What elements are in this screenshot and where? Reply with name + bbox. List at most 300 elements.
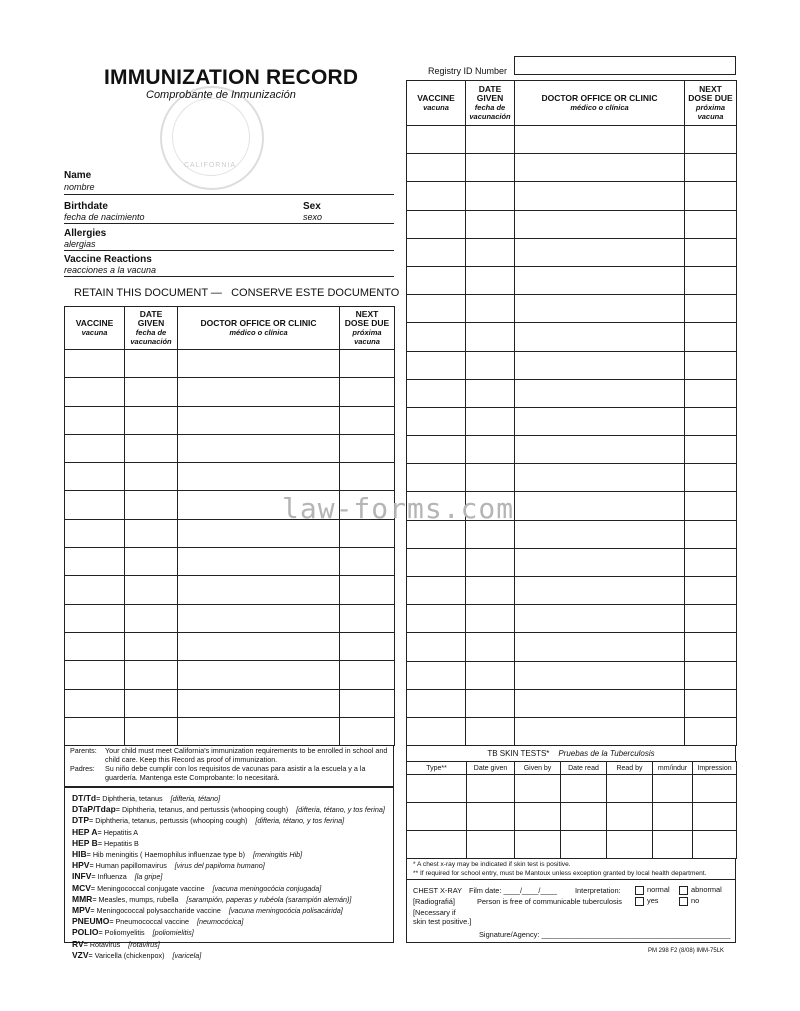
entry-cell[interactable] <box>607 803 653 831</box>
entry-cell[interactable] <box>407 407 466 435</box>
entry-cell[interactable] <box>407 464 466 492</box>
tb-notes <box>406 858 736 880</box>
entry-cell[interactable] <box>340 378 395 406</box>
entry-cell[interactable] <box>466 661 515 689</box>
legend-item <box>72 883 393 894</box>
yes-option[interactable]: yes <box>631 896 659 906</box>
table-row <box>407 661 737 689</box>
entry-cell[interactable] <box>65 689 125 717</box>
entry-cell[interactable] <box>65 378 125 406</box>
entry-cell[interactable] <box>125 689 178 717</box>
entry-cell[interactable] <box>340 689 395 717</box>
entry-cell[interactable] <box>125 463 178 491</box>
entry-cell[interactable] <box>340 576 395 604</box>
table-row <box>407 126 737 154</box>
signature-agency-field[interactable]: Signature/Agency: ______________________________________________ <box>479 930 731 939</box>
table-row <box>407 775 737 803</box>
entry-cell[interactable] <box>407 154 466 182</box>
legend-item <box>72 916 393 927</box>
table-row <box>407 210 737 238</box>
entry-cell[interactable] <box>65 519 125 547</box>
entry-cell[interactable] <box>515 238 685 266</box>
entry-cell[interactable] <box>466 577 515 605</box>
legend-desc: = Hib meningitis ( Haemophilus influenzae type b) <box>86 850 246 860</box>
table-row <box>65 463 395 491</box>
entry-cell[interactable] <box>561 831 607 859</box>
entry-cell[interactable] <box>407 436 466 464</box>
page-subtitle: Comprobante de Inmunización <box>146 89 296 101</box>
table-row <box>65 406 395 434</box>
state-seal <box>160 86 264 190</box>
entry-cell[interactable] <box>653 775 693 803</box>
entry-cell[interactable] <box>466 238 515 266</box>
allergies-label: Allergies <box>64 228 107 239</box>
table-row <box>407 464 737 492</box>
entry-cell[interactable] <box>65 463 125 491</box>
entry-cell[interactable] <box>515 520 685 548</box>
entry-cell[interactable] <box>515 633 685 661</box>
entry-cell[interactable] <box>65 548 125 576</box>
table-row <box>65 717 395 745</box>
xray-necessary: [Necessary if <box>413 908 456 917</box>
legend-item <box>72 804 393 815</box>
entry-cell[interactable] <box>407 548 466 576</box>
legend-desc: = Influenza <box>91 872 127 882</box>
entry-cell[interactable] <box>178 689 340 717</box>
table-row <box>65 661 395 689</box>
legend-abbr: HEP B <box>72 837 98 848</box>
entry-cell[interactable] <box>125 491 178 519</box>
legend-item <box>72 950 393 961</box>
entry-cell[interactable] <box>561 775 607 803</box>
legend-abbr: DTaP/Tdap <box>72 804 116 815</box>
col-doctor: DOCTOR OFFICE OR CLINIC médico o clínica <box>178 307 340 350</box>
entry-cell[interactable] <box>685 605 737 633</box>
legend-desc: = Poliomyelitis <box>98 928 145 938</box>
entry-cell[interactable] <box>178 378 340 406</box>
tb-free-label: Person is free of communicable tuberculosis <box>477 897 623 906</box>
entry-cell[interactable] <box>685 577 737 605</box>
entry-cell[interactable] <box>178 632 340 660</box>
entry-cell[interactable] <box>178 661 340 689</box>
table-row <box>65 576 395 604</box>
entry-cell[interactable] <box>125 661 178 689</box>
table-row <box>407 548 737 576</box>
legend-item <box>72 905 393 916</box>
entry-cell[interactable] <box>466 548 515 576</box>
legend-item <box>72 927 393 938</box>
table-row <box>65 378 395 406</box>
entry-cell[interactable] <box>685 154 737 182</box>
legend-abbr: DTP <box>72 815 89 826</box>
legend-desc: = Hepatitis A <box>97 827 139 837</box>
legend-desc-es: [difteria, tétano, y tos ferina] <box>255 816 345 826</box>
entry-cell[interactable] <box>407 126 466 154</box>
entry-cell[interactable] <box>466 323 515 351</box>
legend-abbr: MPV <box>72 905 91 916</box>
entry-cell[interactable] <box>515 717 685 745</box>
legend-desc-es: [poliomielitis] <box>152 928 194 938</box>
normal-option[interactable]: normal <box>631 885 670 895</box>
legend-abbr: POLIO <box>72 927 99 938</box>
tb-col-4: Read by <box>607 762 653 775</box>
entry-cell[interactable] <box>340 604 395 632</box>
entry-cell[interactable] <box>407 661 466 689</box>
legend-desc-es: [neumocócica] <box>197 917 244 927</box>
entry-cell[interactable] <box>407 295 466 323</box>
legend-desc: = Meningococcal conjugate vaccine <box>90 883 205 893</box>
entry-cell[interactable] <box>515 605 685 633</box>
legend-abbr: MMR <box>72 893 93 904</box>
tb-title: TB SKIN TESTS* <box>487 749 550 758</box>
table-row <box>407 605 737 633</box>
legend-abbr: INFV <box>72 871 92 882</box>
name-field[interactable] <box>64 194 394 195</box>
tb-col-3: Date read <box>561 762 607 775</box>
entry-cell[interactable] <box>407 605 466 633</box>
retain-notice: RETAIN THIS DOCUMENT — CONSERVE ESTE DOCUMENTO <box>74 287 400 299</box>
entry-cell[interactable] <box>125 350 178 378</box>
entry-cell[interactable] <box>340 661 395 689</box>
entry-cell[interactable] <box>125 434 178 462</box>
entry-cell[interactable] <box>467 831 515 859</box>
table-row <box>407 182 737 210</box>
watermark: law-forms.com <box>282 492 515 525</box>
legend-item <box>72 793 393 804</box>
entry-cell[interactable] <box>466 436 515 464</box>
entry-cell[interactable] <box>125 576 178 604</box>
entry-cell[interactable] <box>178 576 340 604</box>
entry-cell[interactable] <box>693 775 737 803</box>
entry-cell[interactable] <box>340 548 395 576</box>
form-code: PM 298 F2 (8/08) IMM-75LK <box>648 948 725 954</box>
entry-cell[interactable] <box>125 717 178 745</box>
entry-cell[interactable] <box>178 350 340 378</box>
legend-abbr: VZV <box>72 949 89 960</box>
entry-cell[interactable] <box>65 717 125 745</box>
sex-label: Sex <box>303 201 321 212</box>
entry-cell[interactable] <box>515 492 685 520</box>
table-row <box>65 548 395 576</box>
entry-cell[interactable] <box>515 548 685 576</box>
entry-cell[interactable] <box>467 803 515 831</box>
vaccine-table-left <box>64 306 395 746</box>
entry-cell[interactable] <box>515 577 685 605</box>
entry-cell[interactable] <box>407 210 466 238</box>
entry-cell[interactable] <box>65 632 125 660</box>
legend-desc: = Diphtheria, tetanus, pertussis (whooping cough) <box>89 816 248 826</box>
tb-col-1: Date given <box>467 762 515 775</box>
legend-desc-es: [vacuna meningocócia conjugada] <box>212 883 322 893</box>
allergies-sub: alergias <box>64 239 96 249</box>
entry-cell[interactable] <box>340 434 395 462</box>
entry-cell[interactable] <box>685 492 737 520</box>
legend-desc: = Pneumococcal vaccine <box>109 917 190 927</box>
interpretation-label: Interpretation: <box>575 886 621 895</box>
table-row <box>407 689 737 717</box>
birthdate-sub: fecha de nacimiento <box>64 212 145 222</box>
entry-cell[interactable] <box>125 632 178 660</box>
legend-abbr: HIB <box>72 849 87 860</box>
entry-cell[interactable] <box>607 775 653 803</box>
entry-cell[interactable] <box>178 434 340 462</box>
legend-desc-es: [virus del papiloma humano] <box>174 861 265 871</box>
tb-title-row <box>406 746 736 761</box>
film-date-field[interactable]: Film date: ____/____/____ <box>469 886 557 895</box>
entry-cell[interactable] <box>407 577 466 605</box>
xray-label-es: [Radiografiá] <box>413 897 455 906</box>
entry-cell[interactable] <box>466 266 515 294</box>
entry-cell[interactable] <box>125 378 178 406</box>
legend-item <box>72 827 393 838</box>
entry-cell[interactable] <box>466 407 515 435</box>
col-vaccine: VACCINE vacuna <box>407 81 466 126</box>
no-checkbox[interactable] <box>679 897 688 906</box>
entry-cell[interactable] <box>466 689 515 717</box>
entry-cell[interactable] <box>685 266 737 294</box>
entry-cell[interactable] <box>685 323 737 351</box>
entry-cell[interactable] <box>466 126 515 154</box>
entry-cell[interactable] <box>515 126 685 154</box>
legend-desc-es: [varicela] <box>172 950 202 960</box>
entry-cell[interactable] <box>685 633 737 661</box>
table-row <box>407 323 737 351</box>
entry-cell[interactable] <box>407 238 466 266</box>
xray-necessary-2: skin test positive.] <box>413 917 472 926</box>
legend-abbr: MCV <box>72 882 91 893</box>
entry-cell[interactable] <box>685 661 737 689</box>
entry-cell[interactable] <box>515 379 685 407</box>
entry-cell[interactable] <box>407 775 467 803</box>
allergies-field[interactable] <box>64 250 394 251</box>
abnormal-checkbox[interactable] <box>679 886 688 895</box>
sex-sub: sexo <box>303 212 323 222</box>
tb-note-1: * A chest x-ray may be indicated if skin test is positive. <box>413 861 571 868</box>
legend-desc-es: [difteria, tétano] <box>170 794 221 803</box>
legend-desc: = Diphtheria, tetanus, and pertussis (whooping cough) <box>115 805 289 815</box>
entry-cell[interactable] <box>65 406 125 434</box>
entry-cell[interactable] <box>685 520 737 548</box>
entry-cell[interactable] <box>515 154 685 182</box>
no-option[interactable]: no <box>675 896 699 906</box>
entry-cell[interactable] <box>467 775 515 803</box>
entry-cell[interactable] <box>515 182 685 210</box>
xray-label: CHEST X-RAY <box>413 886 463 895</box>
entry-cell[interactable] <box>685 351 737 379</box>
entry-cell[interactable] <box>466 182 515 210</box>
registry-id-field[interactable] <box>514 56 736 75</box>
entry-cell[interactable] <box>685 689 737 717</box>
legend-item <box>72 871 393 882</box>
legend-desc-es: [meningitis Hib] <box>253 850 303 860</box>
legend-item <box>72 894 393 905</box>
birthdate-field[interactable] <box>64 223 394 224</box>
entry-cell[interactable] <box>466 605 515 633</box>
entry-cell[interactable] <box>515 210 685 238</box>
entry-cell[interactable] <box>515 831 561 859</box>
entry-cell[interactable] <box>685 548 737 576</box>
table-row <box>65 350 395 378</box>
entry-cell[interactable] <box>466 154 515 182</box>
legend-abbr: HPV <box>72 860 90 871</box>
entry-cell[interactable] <box>685 436 737 464</box>
col-date-given: DATE GIVEN fecha de vacunación <box>466 81 515 126</box>
legend-desc: = Human papillomavirus <box>89 861 167 871</box>
entry-cell[interactable] <box>515 295 685 323</box>
entry-cell[interactable] <box>685 126 737 154</box>
col-next-dose: NEXT DOSE DUE próxima vacuna <box>340 307 395 350</box>
table-row <box>407 154 737 182</box>
col-next-dose: NEXT DOSE DUE próxima vacuna <box>685 81 737 126</box>
entry-cell[interactable] <box>178 548 340 576</box>
name-label: Name <box>64 170 92 181</box>
entry-cell[interactable] <box>466 351 515 379</box>
legend-item <box>72 838 393 849</box>
entry-cell[interactable] <box>407 689 466 717</box>
entry-cell[interactable] <box>125 604 178 632</box>
entry-cell[interactable] <box>340 717 395 745</box>
legend-abbr: HEP A <box>72 826 98 837</box>
entry-cell[interactable] <box>407 323 466 351</box>
legend-item <box>72 849 393 860</box>
legend-desc-es: [la gripe] <box>134 872 163 882</box>
entry-cell[interactable] <box>178 717 340 745</box>
entry-cell[interactable] <box>125 548 178 576</box>
entry-cell[interactable] <box>515 689 685 717</box>
legend-desc: = Measles, mumps, rubella <box>92 894 179 904</box>
entry-cell[interactable] <box>340 406 395 434</box>
legend-desc-es: [rotavirus] <box>128 939 160 949</box>
tb-note-2: ** If required for school entry, must be Mantoux unless exception granted by local health department. <box>413 870 707 877</box>
entry-cell[interactable] <box>466 464 515 492</box>
entry-cell[interactable] <box>407 831 467 859</box>
table-row <box>407 717 737 745</box>
chest-xray-box <box>406 880 736 943</box>
entry-cell[interactable] <box>515 464 685 492</box>
registry-label: Registry ID Number <box>428 66 508 76</box>
entry-cell[interactable] <box>693 803 737 831</box>
table-row <box>407 295 737 323</box>
legend-item <box>72 860 393 871</box>
legend-desc: = Hepatitis B <box>97 838 139 848</box>
reactions-sub: reacciones a la vacuna <box>64 265 157 275</box>
entry-cell[interactable] <box>685 407 737 435</box>
entry-cell[interactable] <box>407 717 466 745</box>
parents-note: Parents: Your child must meet California's immunization requirements to be enrolled in school and child care. Keep this Record as proof of immunization. Padres: Su niño debe cumplir con los requisitos de vacunas para asistir a la escuela y a la guardería. Mantenga este Comprobante: lo necesitará. <box>64 745 394 787</box>
tb-col-2: Given by <box>515 762 561 775</box>
entry-cell[interactable] <box>65 661 125 689</box>
yes-checkbox[interactable] <box>635 897 644 906</box>
entry-cell[interactable] <box>340 463 395 491</box>
entry-cell[interactable] <box>340 350 395 378</box>
name-sub: nombre <box>64 182 95 192</box>
tb-col-6: Impression <box>693 762 737 775</box>
entry-cell[interactable] <box>685 464 737 492</box>
entry-cell[interactable] <box>685 379 737 407</box>
legend-desc: = Meningococcal polysaccharide vaccine <box>90 906 221 916</box>
reactions-field[interactable] <box>64 276 394 277</box>
legend-desc: = Varicella (chickenpox) <box>88 950 165 960</box>
reactions-label: Vaccine Reactions <box>64 254 152 265</box>
entry-cell[interactable] <box>515 436 685 464</box>
entry-cell[interactable] <box>515 351 685 379</box>
table-row <box>407 351 737 379</box>
entry-cell[interactable] <box>685 717 737 745</box>
table-row <box>65 604 395 632</box>
entry-cell[interactable] <box>515 407 685 435</box>
entry-cell[interactable] <box>125 406 178 434</box>
entry-cell[interactable] <box>653 831 693 859</box>
entry-cell[interactable] <box>65 576 125 604</box>
table-row <box>407 407 737 435</box>
entry-cell[interactable] <box>65 604 125 632</box>
entry-cell[interactable] <box>407 633 466 661</box>
tb-col-0: Type** <box>407 762 467 775</box>
entry-cell[interactable] <box>178 604 340 632</box>
entry-cell[interactable] <box>65 350 125 378</box>
entry-cell[interactable] <box>693 831 737 859</box>
tb-skin-test-table <box>406 761 737 859</box>
entry-cell[interactable] <box>407 379 466 407</box>
entry-cell[interactable] <box>466 379 515 407</box>
entry-cell[interactable] <box>125 519 178 547</box>
entry-cell[interactable] <box>407 182 466 210</box>
table-row <box>407 577 737 605</box>
abnormal-option[interactable]: abnormal <box>675 885 722 895</box>
table-row <box>407 436 737 464</box>
entry-cell[interactable] <box>515 266 685 294</box>
legend-abbr: RV <box>72 938 84 949</box>
table-row <box>407 238 737 266</box>
table-row <box>65 434 395 462</box>
vaccine-table-right <box>406 80 737 746</box>
entry-cell[interactable] <box>340 632 395 660</box>
entry-cell[interactable] <box>407 803 467 831</box>
entry-cell[interactable] <box>653 803 693 831</box>
entry-cell[interactable] <box>407 266 466 294</box>
entry-cell[interactable] <box>466 295 515 323</box>
entry-cell[interactable] <box>685 295 737 323</box>
entry-cell[interactable] <box>178 463 340 491</box>
entry-cell[interactable] <box>466 210 515 238</box>
entry-cell[interactable] <box>607 831 653 859</box>
seal-text: CALIFORNIA <box>184 162 237 169</box>
tb-col-5: mm/indur <box>653 762 693 775</box>
entry-cell[interactable] <box>685 182 737 210</box>
entry-cell[interactable] <box>561 803 607 831</box>
entry-cell[interactable] <box>178 406 340 434</box>
table-row <box>407 633 737 661</box>
entry-cell[interactable] <box>65 491 125 519</box>
legend-item <box>72 815 393 826</box>
legend-desc: = Rotavirus <box>83 939 121 949</box>
col-date-given: DATE GIVEN fecha de vacunación <box>125 307 178 350</box>
entry-cell[interactable] <box>515 323 685 351</box>
entry-cell[interactable] <box>65 434 125 462</box>
entry-cell[interactable] <box>515 661 685 689</box>
entry-cell[interactable] <box>466 633 515 661</box>
birthdate-label: Birthdate <box>64 201 108 212</box>
entry-cell[interactable] <box>515 775 561 803</box>
entry-cell[interactable] <box>515 803 561 831</box>
entry-cell[interactable] <box>685 238 737 266</box>
table-row <box>407 379 737 407</box>
page-title: IMMUNIZATION RECORD <box>104 66 359 89</box>
entry-cell[interactable] <box>407 351 466 379</box>
normal-checkbox[interactable] <box>635 886 644 895</box>
entry-cell[interactable] <box>466 717 515 745</box>
entry-cell[interactable] <box>685 210 737 238</box>
